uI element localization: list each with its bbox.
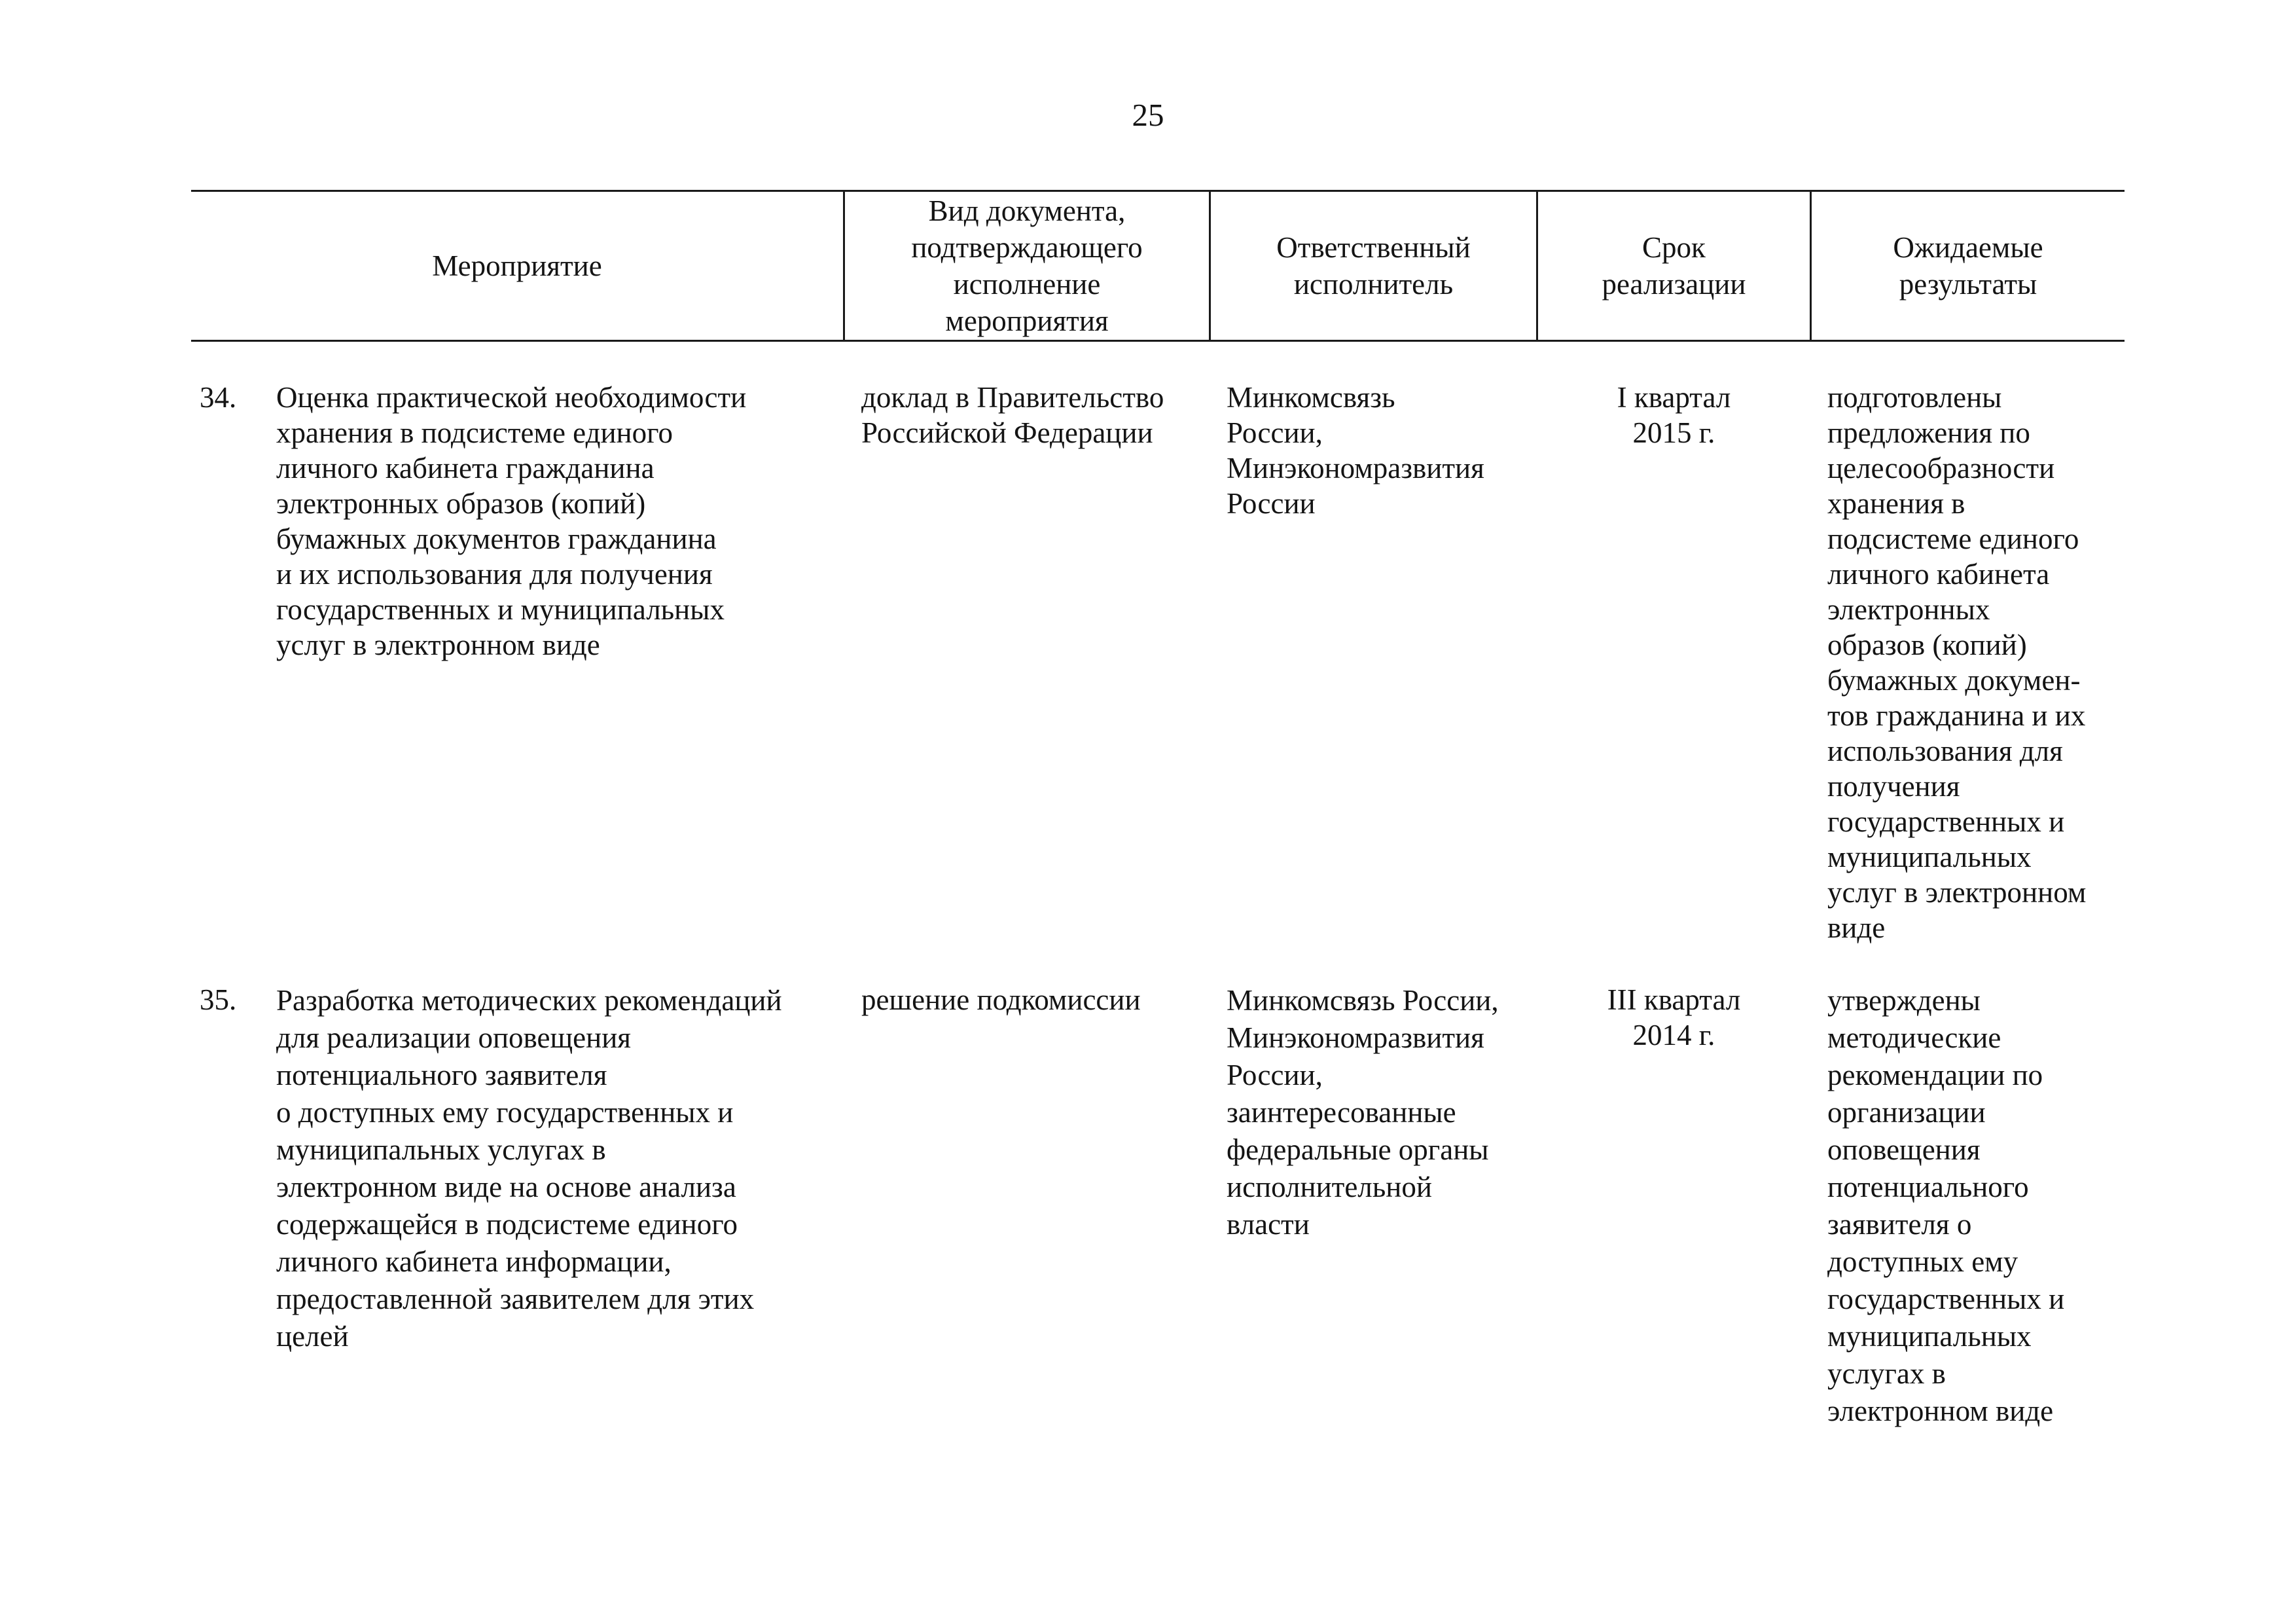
row-responsible: Минкомсвязь России, Минэкономразвития России, заинтересованные федеральные органы исполнительной власти (1227, 984, 1499, 1241)
row-document: решение подкомиссии (861, 983, 1141, 1016)
header-deadline: Срок реализации (1602, 231, 1746, 301)
header-results: Ожидаемые результаты (1893, 231, 2043, 301)
row-number: 35. (200, 983, 237, 1016)
row-deadline: III квартал 2014 г. (1607, 983, 1741, 1051)
row-responsible: Минкомсвязь России, Минэкономразвития России (1227, 381, 1484, 520)
row-activity: Разработка методических рекомендаций для реализации оповещения потенциального заявителя о доступных ему государственных и муниципальных услугах в электронном виде на основе анализа содержащейся в подсистеме единого личного кабинета информации, предоставленной заявителем для этих целей (276, 984, 782, 1353)
row-results: утверждены методические рекомендации по организации оповещения потенциального заявителя о доступных ему государственных и муниципальных услугах в электронном виде (1827, 984, 2065, 1427)
row-number: 34. (200, 381, 237, 414)
header-activity: Мероприятие (432, 249, 602, 282)
row-deadline: I квартал 2015 г. (1617, 381, 1731, 449)
page-number: 25 (1132, 97, 1164, 133)
header-document: Вид документа, подтверждающего исполнение мероприятия (911, 194, 1143, 337)
row-activity: Оценка практической необходимости хранения в подсистеме единого личного кабинета гражданина электронных образов (копий) бумажных документов гражданина и их использования для получения государственных и муниципальных услуг в электронном виде (276, 381, 747, 661)
row-document: доклад в Правительство Российской Федерации (861, 381, 1164, 449)
row-results: подготовлены предложения по целесообразности хранения в подсистеме единого личного кабинета электронных образов (копий) бумажных докумен- тов гражданина и их использования для получения государственных и муниципальных услуг в электронном виде (1827, 381, 2087, 944)
header-responsible: Ответственный исполнитель (1276, 231, 1471, 301)
